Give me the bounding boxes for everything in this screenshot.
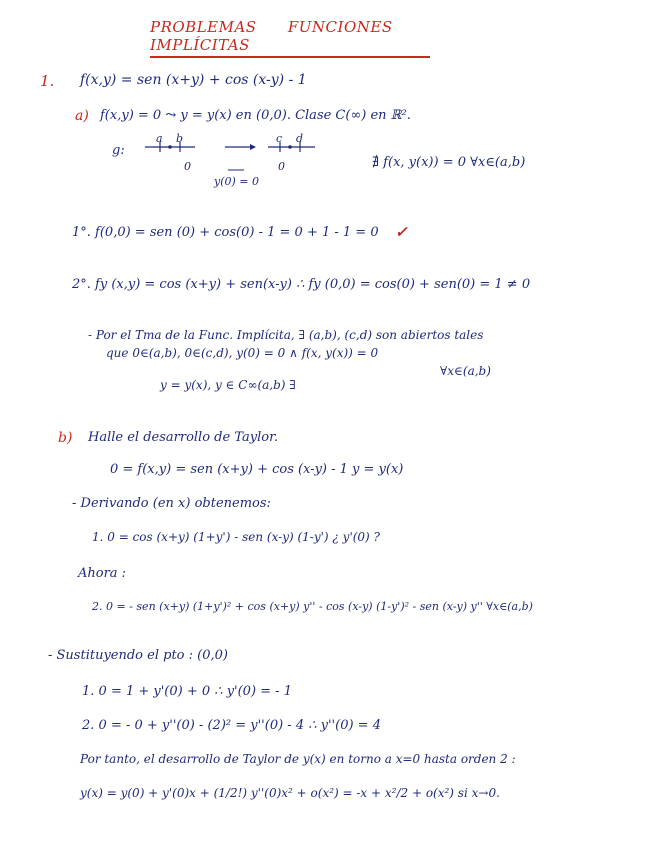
theorem-line-3: ∀x∈(a,b) xyxy=(440,364,491,378)
theorem-line-1: - Por el Tma de la Func. Implícita, ∃ (a,b), (c,d) son abiertos tales xyxy=(88,328,484,342)
ahora-label: Ahora : xyxy=(78,566,127,581)
page-title xyxy=(150,18,430,58)
equation-1: 1. 0 = cos (x+y) (1+y') - sen (x-y) (1-y') ¿ y'(0) ? xyxy=(92,530,380,544)
title-word-3: IMPLÍCITAS xyxy=(150,36,250,54)
problem-number: 1. xyxy=(40,72,55,90)
zero-label-2: 0 xyxy=(278,160,285,173)
theorem-line-2: que 0∈(a,b), 0∈(c,d), y(0) = 0 ∧ f(x, y(x)) = 0 xyxy=(106,346,379,360)
point-zero-1 xyxy=(168,145,172,149)
substitution-note: - Sustituyendo el pto : (0,0) xyxy=(48,648,228,663)
problem-statement: f(x,y) = sen (x+y) + cos (x-y) - 1 xyxy=(80,72,307,88)
equation-2: 2. 0 = - sen (x+y) (1+y')² + cos (x+y) y'' - cos (x-y) (1-y')² - sen (x-y) y'' ∀x∈(a,b) xyxy=(92,600,533,613)
equation-zero: 0 = f(x,y) = sen (x+y) + cos (x-y) - 1 y = y(x) xyxy=(110,462,404,477)
part-b-heading: Halle el desarrollo de Taylor. xyxy=(88,430,278,445)
existence-note: ∄ f(x, y(x)) = 0 ∀x∈(a,b) xyxy=(372,155,526,170)
part-a-label: a) xyxy=(75,108,89,124)
zero-label-1: 0 xyxy=(184,160,191,173)
taylor-result: y(x) = y(0) + y'(0)x + (1/2!) y''(0)x² + o(x²) = -x + x²/2 + o(x²) si x→0. xyxy=(80,786,500,800)
g-label: g: xyxy=(112,143,125,158)
arrow-head xyxy=(250,144,256,150)
tick-b-label: b xyxy=(176,132,184,145)
check-mark: ✓ xyxy=(395,223,408,241)
theorem-line-4: y = y(x), y ∈ C∞(a,b) ∃ xyxy=(160,378,296,392)
y0-label: y(0) = 0 xyxy=(214,175,260,188)
conclusion-line: Por tanto, el desarrollo de Taylor de y(x) en torno a x=0 hasta orden 2 : xyxy=(80,752,516,766)
point-zero-2 xyxy=(288,145,292,149)
tick-c-label: c xyxy=(276,132,283,145)
title-word-2: FUNCIONES xyxy=(287,18,393,36)
substitution-2: 2. 0 = - 0 + y''(0) - (2)² = y''(0) - 4 ∴ y''(0) = 4 xyxy=(82,718,381,733)
step-2: 2°. fy (x,y) = cos (x+y) + sen(x-y) ∴ fy (0,0) = cos(0) + sen(0) = 1 ≠ 0 xyxy=(72,277,531,292)
part-b-label: b) xyxy=(58,430,73,446)
title-word-1: PROBLEMAS xyxy=(150,18,257,36)
substitution-1: 1. 0 = 1 + y'(0) + 0 ∴ y'(0) = - 1 xyxy=(82,684,292,699)
tick-a-label: a xyxy=(156,132,163,145)
derivando-note: - Derivando (en x) obtenemos: xyxy=(72,496,271,511)
part-a-line1: f(x,y) = 0 ⤳ y = y(x) en (0,0). Clase C(∞) en ℝ². xyxy=(100,108,411,123)
step-1: 1°. f(0,0) = sen (0) + cos(0) - 1 = 0 + 1 - 1 = 0 xyxy=(72,225,379,240)
tick-d-label: d xyxy=(296,132,304,145)
